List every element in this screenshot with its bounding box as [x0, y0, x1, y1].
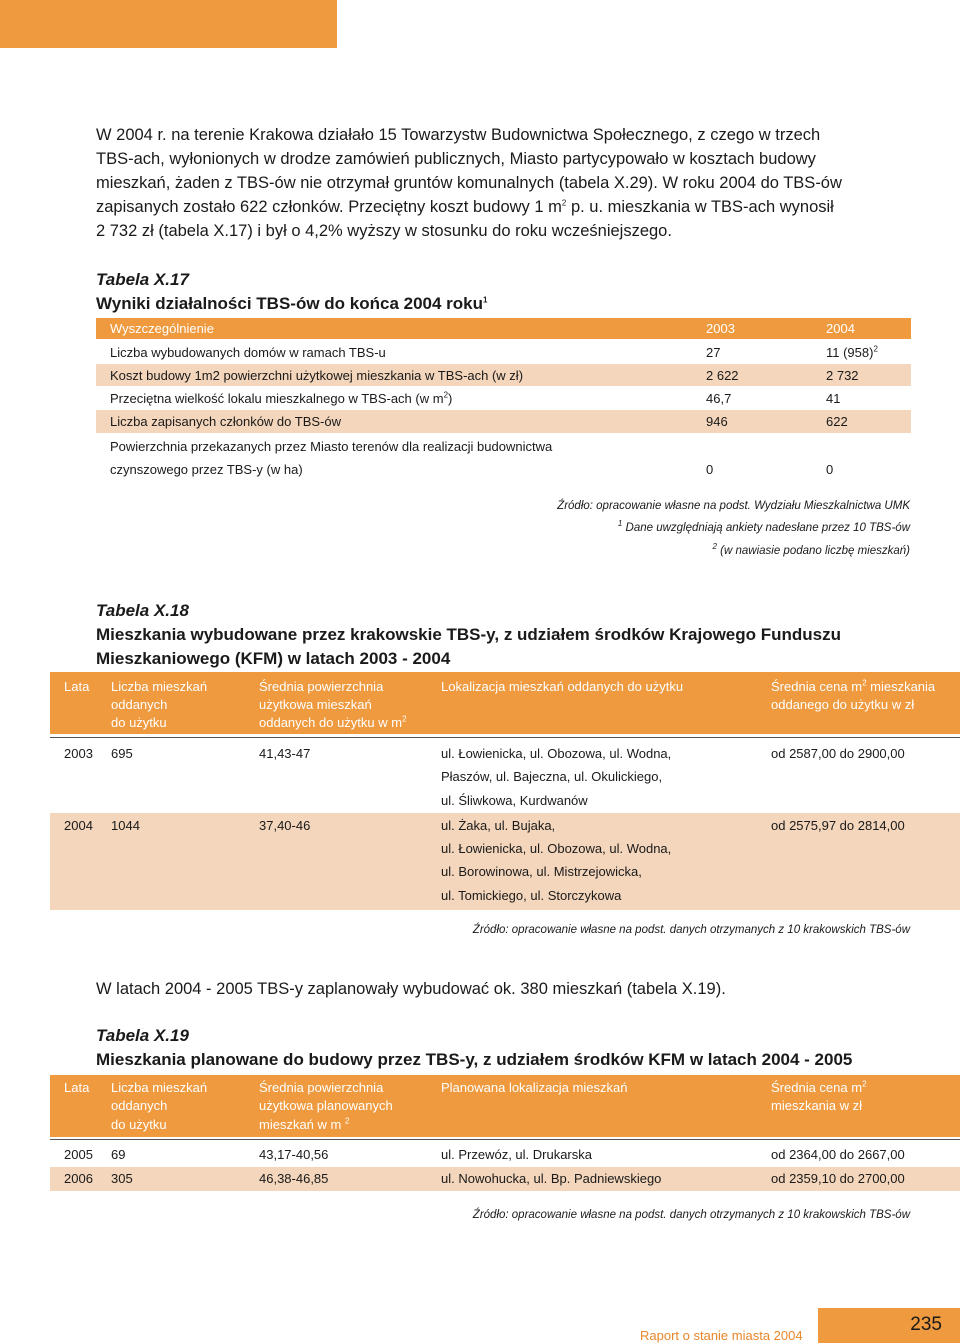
page-number-box [818, 1308, 960, 1343]
table-row: Liczba zapisanych członków do TBS-ów 946 622 [96, 410, 911, 433]
table17-title: Wyniki działalności TBS-ów do końca 2004 roku$^1$ [96, 294, 488, 313]
paragraph: W latach 2004 - 2005 TBS-y zaplanowały wybudować ok. 380 mieszkań (tabela X.19). [96, 980, 726, 998]
table18-source: Źródło: opracowanie własne na podst. danych otrzymanych z 10 krakowskich TBS-ów [472, 924, 910, 936]
table19-source: Źródło: opracowanie własne na podst. danych otrzymanych z 10 krakowskich TBS-ów [472, 1209, 910, 1221]
table18-header-row: Lata Liczba mieszkań oddanych do użytku Średnia powierzchnia użytkowa mieszkań oddanych do użytku w $m^2$ Lokalizacja mieszkań oddanych do użytku Średnia cena $m^2$ mieszkania oddanego do użytku w zł [50, 672, 960, 734]
intro-paragraph: W 2004 r. na terenie Krakowa działało 15 Towarzystw Budownictwa Społecznego, z czego w trzech TBS-ach, wyłonionych w drodze zamówień publicznych, Miasto partycypowało w kosztach budowy mieszkań, żaden z TBS-ów nie otrzymał gruntów komunalnych (tabela X.29). W roku 2004 do TBS-ów zapisanych zostało 622 członków. Przeciętny koszt budowy 1 $m^2$ p. u. mieszkania w TBS-ach wynosił 2 732 zł (tabela X.17) i był o 4,2% wyższy w stosunku do roku wcześniejszego. [96, 126, 842, 240]
table17-note-1: $^1$ Dane uwzględniają ankiety nadesłane przez 10 TBS-ów [617, 519, 910, 534]
table-row: 2003 695 41,43-47 ul. Łowienicka, ul. Obozowa, ul. Wodna, Płaszów, ul. Bajeczna, ul. Okulickiego, ul. Śliwkowa, Kurdwanów od 2587,00 do 2900,00 [64, 746, 905, 808]
table17-source: Źródło: opracowanie własne na podst. Wydziału Mieszkalnictwa UMK [557, 500, 910, 512]
table19-header-row: Lata Liczba mieszkań oddanych do użytku Średnia powierzchnia użytkowa planowanych mieszkań w m $^2$ Planowana lokalizacja mieszkań Średnia cena $m^2$ mieszkania w zł [50, 1075, 960, 1137]
table-row: Koszt budowy 1m2 powierzchni użytkowej mieszkania w TBS-ach (w zł) 2 622 2 732 [96, 364, 911, 386]
divider [50, 1139, 960, 1140]
table-row: 2006 305 46,38-46,85 ul. Nowohucka, ul. Bp. Padniewskiego od 2359,10 do 2700,00 [50, 1167, 960, 1191]
table17-label: Tabela X.17 [96, 270, 189, 289]
table-row: Powierzchnia przekazanych przez Miasto terenów dla realizacji budownictwa czynszowego przez TBS-y (w ha) 0 0 [110, 439, 834, 477]
table19-title: Mieszkania planowane do budowy przez TBS-y, z udziałem środków KFM w latach 2004 - 2005 [96, 1050, 853, 1069]
table19-label: Tabela X.19 [96, 1026, 189, 1045]
divider [50, 737, 960, 738]
table17-note-2: $^2$ (w nawiasie podano liczbę mieszkań) [712, 542, 910, 557]
table18-label: Tabela X.18 [96, 601, 189, 620]
table-row: 2005 69 43,17-40,56 ul. Przewóz, ul. Drukarska od 2364,00 do 2667,00 [64, 1147, 905, 1162]
page-number: 235 [910, 1314, 942, 1335]
table-row: Przeciętna wielkość lokalu mieszkalnego w TBS-ach (w $m^2$) 46,7 41 [110, 390, 841, 406]
table-row: 2004 1044 37,40-46 ul. Żaka, ul. Bujaka, ul. Łowienicka, ul. Obozowa, ul. Wodna, ul. Borowinowa, ul. Mistrzejowicka, ul. Tomickiego, ul. Storczykowa od 2575,97 do 2814,00 [50, 813, 960, 910]
table-row: Liczba wybudowanych domów w ramach TBS-u 27 11 $(958)^2$ [110, 344, 878, 360]
report-title: Raport o stanie miasta 2004 [640, 1328, 803, 1343]
header-accent-bar [0, 0, 337, 48]
table17-header-row: Wyszczególnienie 2003 2004 [96, 318, 911, 339]
table18-title: Mieszkania wybudowane przez krakowskie TBS-y, z udziałem środków Krajowego Funduszu Mieszkaniowego (KFM) w latach 2003 - 2004 [96, 625, 842, 668]
